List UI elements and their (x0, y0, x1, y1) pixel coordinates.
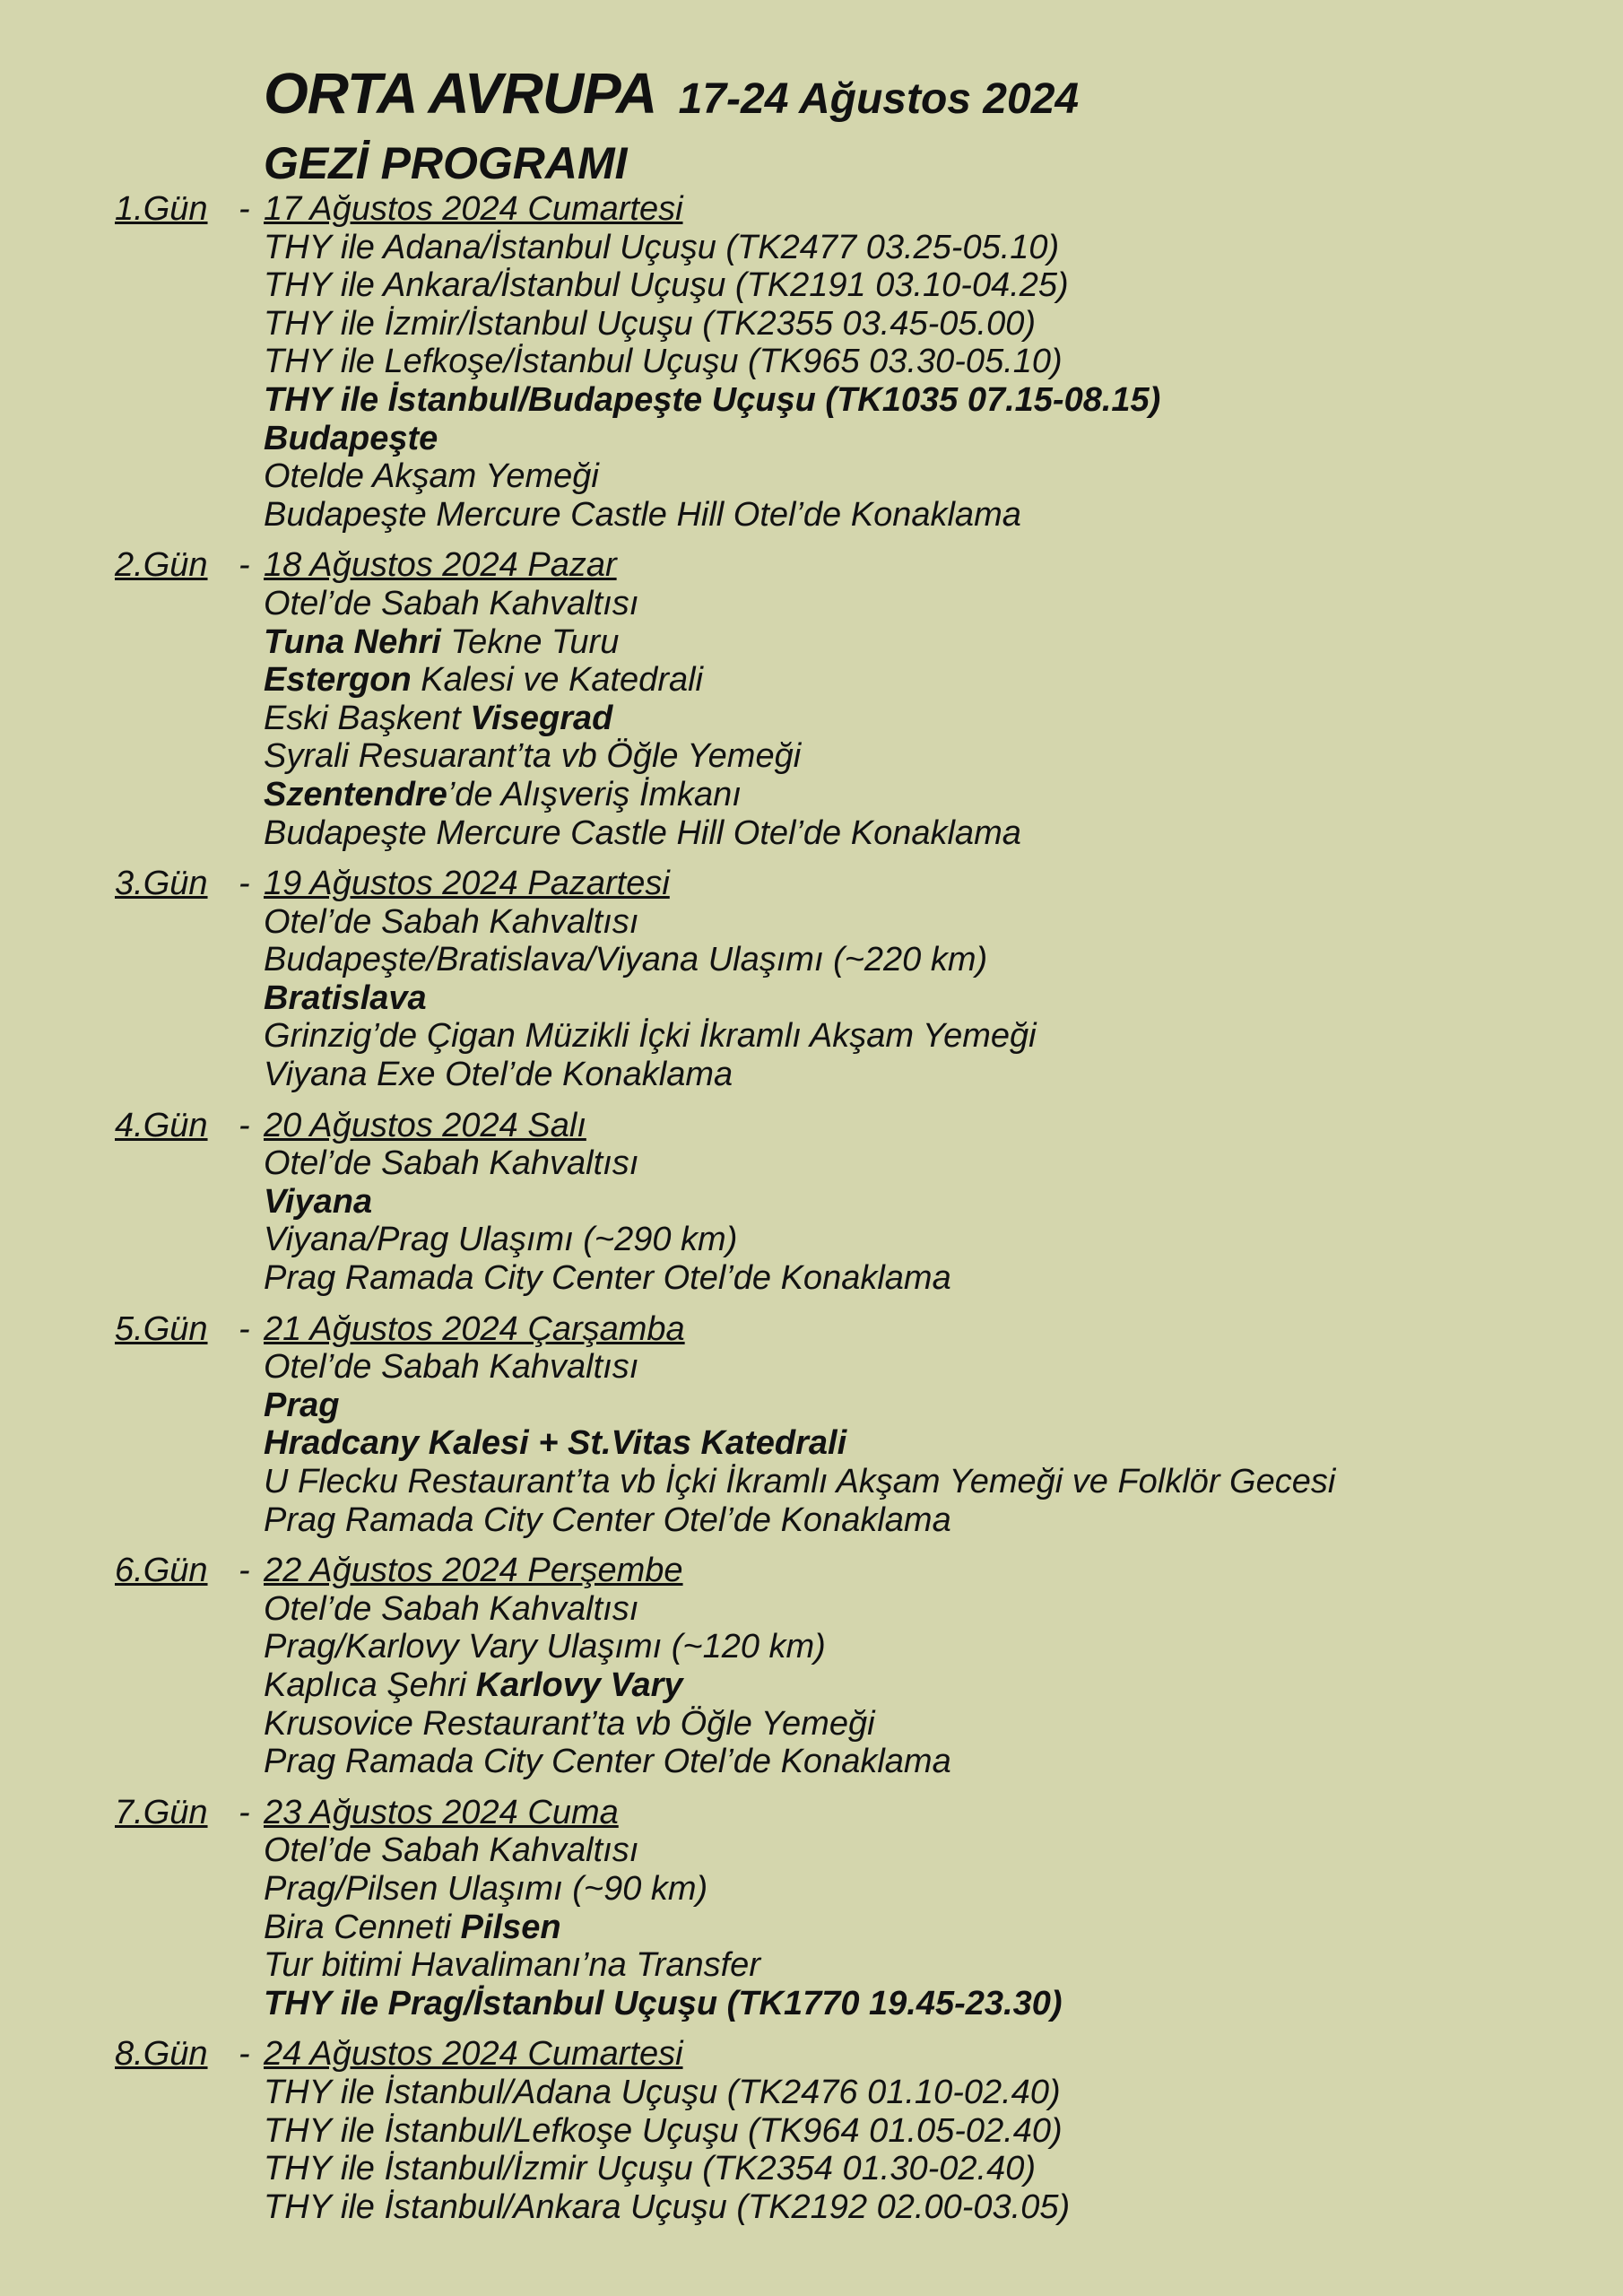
day-number: 1.Gün (115, 190, 208, 228)
list-item: Prag (264, 1386, 340, 1424)
day-2 (115, 546, 1585, 852)
tour-date-range: 17-24 Ağustos 2024 (678, 75, 1080, 123)
day-5 (115, 1310, 1585, 1540)
day-date: 17 Ağustos 2024 Cumartesi (264, 190, 683, 228)
day-number: 6.Gün (115, 1552, 208, 1590)
day-date: 24 Ağustos 2024 Cumartesi (264, 2035, 683, 2074)
day-number: 5.Gün (115, 1309, 208, 1348)
list-item: Prag Ramada City Center Otel’de Konaklama (264, 1743, 951, 1781)
list-item: Otelde Akşam Yemeği (264, 457, 599, 496)
day-number: 4.Gün (115, 1106, 208, 1144)
list-item: Bratislava (264, 978, 427, 1017)
list-item: THY ile Ankara/İstanbul Uçuşu (TK2191 03.10-04.25) (264, 266, 1069, 305)
list-item: THY ile Adana/İstanbul Uçuşu (TK2477 03.25-05.10) (264, 228, 1060, 266)
list-item: Prag/Pilsen Ulaşımı (~90 km) (264, 1869, 708, 1908)
list-item: Bira Cenneti Pilsen (264, 1908, 561, 1946)
list-item: THY ile İstanbul/Lefkoşe Uçuşu (TK964 01.05-02.40) (264, 2111, 1063, 2150)
day-date: 18 Ağustos 2024 Pazar (264, 546, 617, 585)
day-header (115, 1107, 1585, 1145)
list-item: Otel’de Sabah Kahvaltısı (264, 902, 639, 941)
dash: - (239, 865, 250, 903)
list-item: Viyana (264, 1182, 373, 1221)
list-item: Otel’de Sabah Kahvaltısı (264, 584, 639, 622)
day-date: 21 Ağustos 2024 Çarşamba (264, 1309, 685, 1348)
dash: - (239, 1106, 250, 1144)
list-item: Tur bitimi Havalimanı’na Transfer (264, 1946, 760, 1985)
list-item: THY ile Prag/İstanbul Uçuşu (TK1770 19.45-23.30) (264, 1984, 1063, 2022)
day-1 (115, 190, 1585, 534)
day-header (115, 2035, 1585, 2074)
title-line (264, 57, 1585, 129)
list-item: Estergon Kalesi ve Katedrali (264, 661, 703, 700)
list-item: THY ile İstanbul/Adana Uçuşu (TK2476 01.10-02.40) (264, 2073, 1061, 2111)
day-header (115, 865, 1585, 903)
dash: - (239, 1309, 250, 1348)
list-item: Prag Ramada City Center Otel’de Konaklama (264, 1259, 951, 1298)
list-item: Tuna Nehri Tekne Turu (264, 622, 620, 661)
list-item: Hradcany Kalesi + St.Vitas Katedrali (264, 1424, 847, 1463)
day-number: 2.Gün (115, 546, 208, 585)
day-header (115, 1310, 1585, 1349)
list-item: THY ile İzmir/İstanbul Uçuşu (TK2355 03.45-05.00) (264, 304, 1037, 343)
list-item: Otel’de Sabah Kahvaltısı (264, 1589, 639, 1628)
list-item: Syrali Resuarant’ta vb Öğle Yemeği (264, 737, 802, 776)
day-header (115, 190, 1585, 229)
list-item: Szentendre’de Alışveriş İmkanı (264, 775, 742, 813)
list-item: Viyana Exe Otel’de Konaklama (264, 1056, 733, 1094)
page-subtitle: GEZİ PROGRAMI (264, 138, 628, 188)
list-item: Krusovice Restaurant’ta vb Öğle Yemeği (264, 1704, 875, 1743)
day-3 (115, 865, 1585, 1094)
dash: - (239, 1552, 250, 1590)
list-item: Viyana/Prag Ulaşımı (~290 km) (264, 1221, 738, 1259)
list-item: Budapeşte/Bratislava/Viyana Ulaşımı (~220 km) (264, 941, 988, 979)
day-number: 7.Gün (115, 1793, 208, 1831)
list-item: U Flecku Restaurant’ta vb İçki İkramlı Akşam Yemeği ve Folklör Gecesi (264, 1463, 1336, 1500)
day-date: 20 Ağustos 2024 Salı (264, 1106, 586, 1144)
day-date: 19 Ağustos 2024 Pazartesi (264, 865, 670, 903)
list-item: Budapeşte (264, 419, 438, 457)
day-list (115, 190, 1585, 2226)
list-item: Budapeşte Mercure Castle Hill Otel’de Konaklama (264, 813, 1021, 852)
list-item: Otel’de Sabah Kahvaltısı (264, 1348, 639, 1387)
list-item: THY ile Lefkoşe/İstanbul Uçuşu (TK965 03.30-05.10) (264, 343, 1063, 381)
day-date: 23 Ağustos 2024 Cuma (264, 1793, 619, 1831)
day-date: 22 Ağustos 2024 Perşembe (264, 1552, 683, 1590)
list-item: Eski Başkent Visegrad (264, 699, 613, 737)
day-8 (115, 2035, 1585, 2226)
day-header (115, 1552, 1585, 1590)
list-item: Budapeşte Mercure Castle Hill Otel’de Konaklama (264, 495, 1021, 534)
list-item: Prag Ramada City Center Otel’de Konaklama (264, 1500, 951, 1539)
page-title: ORTA AVRUPA (264, 61, 657, 126)
dash: - (239, 2035, 250, 2074)
day-number: 3.Gün (115, 865, 208, 903)
list-item: Grinzig’de Çigan Müzikli İçki İkramlı Akşam Yemeği (264, 1017, 1037, 1056)
list-item: Kaplıca Şehri Karlovy Vary (264, 1665, 683, 1704)
day-header (115, 546, 1585, 585)
dash: - (239, 1793, 250, 1831)
day-4 (115, 1107, 1585, 1298)
list-item: Otel’de Sabah Kahvaltısı (264, 1831, 639, 1870)
day-number: 8.Gün (115, 2035, 208, 2074)
list-item: THY ile İstanbul/İzmir Uçuşu (TK2354 01.30-02.40) (264, 2150, 1037, 2188)
dash: - (239, 190, 250, 228)
day-header (115, 1794, 1585, 1832)
dash: - (239, 546, 250, 585)
list-item: Otel’de Sabah Kahvaltısı (264, 1144, 639, 1183)
day-6 (115, 1552, 1585, 1781)
list-item: THY ile İstanbul/Ankara Uçuşu (TK2192 02.00-03.05) (264, 2187, 1071, 2226)
list-item: THY ile İstanbul/Budapeşte Uçuşu (TK1035 07.15-08.15) (264, 380, 1161, 419)
day-7 (115, 1794, 1585, 2023)
list-item: Prag/Karlovy Vary Ulaşımı (~120 km) (264, 1628, 826, 1666)
itinerary-document (115, 57, 1585, 2226)
